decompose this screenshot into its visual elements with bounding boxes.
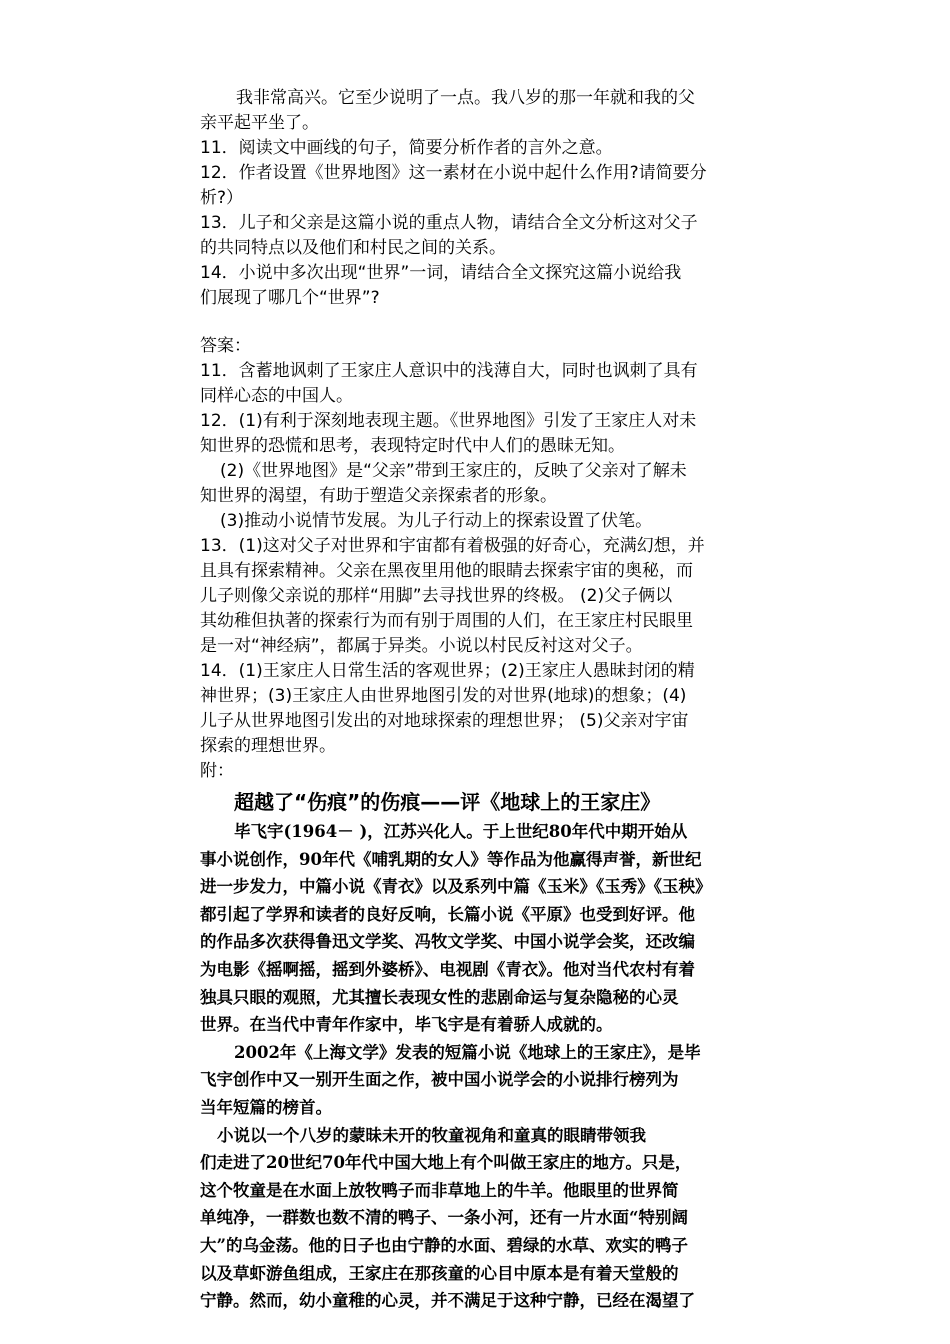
text-line: 知世界的渴望，有助于塑造父亲探索者的形象。 [200,486,557,506]
text-line: 探索的理想世界。 [200,736,336,756]
question-11: 11．阅读文中画线的句子，简要分析作者的言外之意。 [200,138,613,158]
paragraph-line: 独具只眼的观照，尤其擅长表现女性的悲剧命运与复杂隐秘的心灵 [200,987,679,1007]
text-line: 知世界的恐慌和思考，表现特定时代中人们的愚昧无知。 [200,436,625,456]
text-line: (3)推动小说情节发展。为儿子行动上的探索设置了伏笔。 [220,511,653,531]
paragraph-line: 的作品多次获得鲁迅文学奖、冯牧文学奖、中国小说学会奖，还改编 [200,932,695,952]
text-line: 儿子从世界地图引发出的对地球探索的理想世界； (5)父亲对宇宙 [200,711,689,731]
paragraph-line: 事小说创作，90年代《哺乳期的女人》等作品为他赢得声誉，新世纪 [200,849,702,869]
text-line: 亲平起平坐了。 [200,113,319,133]
answers-heading: 答案： [200,336,251,356]
paragraph-line: 毕飞宇(1964－ )，江苏兴化人。于上世纪80年代中期开始从 [234,822,688,841]
spacer [200,311,756,334]
text-line: 的共同特点以及他们和村民之间的关系。 [200,238,506,258]
paragraph-line: 世界。在当代中青年作家中，毕飞宇是有着骄人成就的。 [200,1015,613,1035]
paragraph-line: 小说以一个八岁的蒙昧未开的牧童视角和童真的眼睛带领我 [217,1125,646,1145]
questions-section [200,86,756,311]
paragraph-line: 都引起了学界和读者的良好反响，长篇小说《平原》也受到好评。他 [200,904,695,924]
essay-title: 超越了“伤痕”的伤痕——评《地球上的王家庄》 [234,790,661,814]
paragraph-line: 进一步发力，中篇小说《青衣》以及系列中篇《玉米》《玉秀》《玉秧》 [200,877,712,897]
text-line: (2)《世界地图》是“父亲”带到王家庄的，反映了父亲对了解未 [220,461,687,481]
paragraph-line: 飞宇创作中又一别开生面之作，被中国小说学会的小说排行榜列为 [200,1070,679,1090]
paragraph-line: 们走进了20世纪70年代中国大地上有个叫做王家庄的地方。只是， [200,1153,692,1173]
question-12: 12．作者设置《世界地图》这一素材在小说中起什么作用?请简要分 [200,163,707,183]
appendix-label: 附： [200,761,234,781]
answer-11: 11．含蓄地讽刺了王家庄人意识中的浅薄自大，同时也讽刺了具有 [200,361,698,381]
text-line: 神世界；(3)王家庄人由世界地图引发的对世界(地球)的想象；(4) [200,686,687,706]
text-line: 们展现了哪几个“世界”? [200,288,380,308]
text-line: 析?） [200,188,244,208]
text-line: 同样心态的中国人。 [200,386,353,406]
paragraph-line: 为电影《摇啊摇，摇到外婆桥》、电视剧《青衣》。他对当代农村有着 [200,959,695,979]
answer-13: 13．(1)这对父子对世界和宇宙都有着极强的好奇心，充满幻想，并 [200,536,705,556]
paragraph-line: 单纯净，一群数也数不清的鸭子、一条小河，还有一片水面“特别阔 [200,1208,688,1228]
paragraph-line: 这个牧童是在水面上放牧鸭子而非草地上的牛羊。他眼里的世界简 [200,1180,679,1200]
text-line: 且具有探索精神。父亲在黑夜里用他的眼睛去探索宇宙的奥秘，而 [200,561,693,581]
essay-body [200,818,756,1315]
paragraph-line: 大”的乌金荡。他的日子也由宁静的水面、碧绿的水草、欢实的鸭子 [200,1235,688,1255]
answers-section [200,334,756,784]
question-13: 13．儿子和父亲是这篇小说的重点人物，请结合全文分析这对父子 [200,213,698,233]
question-14: 14．小说中多次出现“世界”一词，请结合全文探究这篇小说给我 [200,263,682,283]
paragraph-line: 2002年《上海文学》发表的短篇小说《地球上的王家庄》，是毕 [234,1042,701,1062]
paragraph-line: 以及草虾游鱼组成，王家庄在那孩童的心目中原本是有着天堂般的 [200,1263,679,1283]
paragraph-line: 当年短篇的榜首。 [200,1097,332,1117]
document-page [200,86,756,1315]
text-line: 我非常高兴。它至少说明了一点。我八岁的那一年就和我的父 [236,88,695,108]
paragraph-line: 宁静。然而，幼小童稚的心灵，并不满足于这种宁静，已经在渴望了 [200,1291,695,1311]
text-line: 是一对“神经病”，都属于异类。小说以村民反衬这对父子。 [200,636,643,656]
text-line: 其幼稚但执著的探索行为而有别于周围的人们，在王家庄村民眼里 [200,611,693,631]
answer-12: 12．(1)有利于深刻地表现主题。《世界地图》引发了王家庄人对未 [200,411,697,431]
answer-14: 14．(1)王家庄人日常生活的客观世界；(2)王家庄人愚昧封闭的精 [200,661,695,681]
text-line: 儿子则像父亲说的那样“用脚”去寻找世界的终极。 (2)父子俩以 [200,586,673,606]
